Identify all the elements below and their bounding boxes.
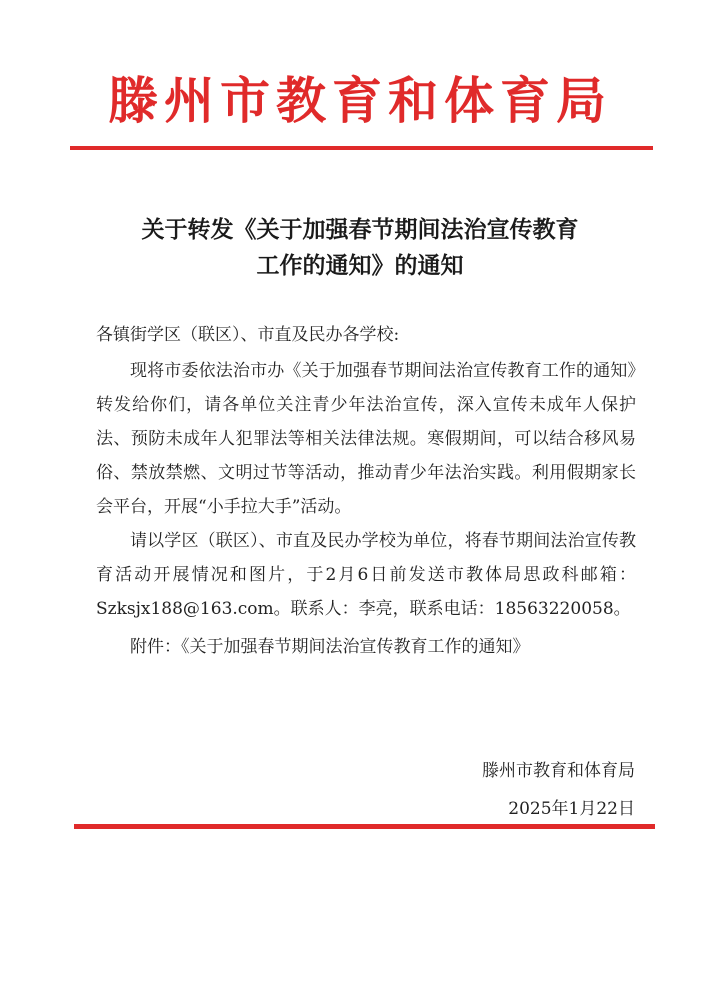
footer-red-rule <box>74 824 655 829</box>
salutation: 各镇街学区（联区）、市直及民办各学校: <box>96 325 400 345</box>
document-body <box>96 318 636 664</box>
body-paragraph-2: 请以学区（联区）、市直及民办学校为单位，将春节期间法治宣传教育活动开展情况和图片，于2月6日前发送市教体局思政科邮箱：Szksjx188@163.com。联系人：李亮，联系电话：18563220058。 <box>96 531 636 619</box>
signature-block <box>482 752 635 828</box>
body-paragraph-1: 现将市委依法治市办《关于加强春节期间法治宣传教育工作的通知》转发给你们，请各单位关注青少年法治宣传，深入宣传未成年人保护法、预防未成年人犯罪法等相关法律法规。寒假期间，可以结合移风易俗、禁放禁燃、文明过节等活动，推动青少年法治实践。利用假期家长会平台，开展“小手拉大手”活动。 <box>96 361 636 517</box>
letterhead-org-name: 滕州市教育和体育局 <box>108 71 612 130</box>
attachment-line: 附件：《关于加强春节期间法治宣传教育工作的通知》 <box>130 637 530 657</box>
letterhead-red-rule <box>70 146 653 150</box>
title-line-1: 关于转发《关于加强春节期间法治宣传教育 <box>141 216 579 243</box>
signature-org: 滕州市教育和体育局 <box>482 761 635 781</box>
document-title <box>95 212 625 284</box>
title-line-2: 工作的通知》的通知 <box>256 252 464 279</box>
signature-date: 2025年1月22日 <box>508 799 635 819</box>
